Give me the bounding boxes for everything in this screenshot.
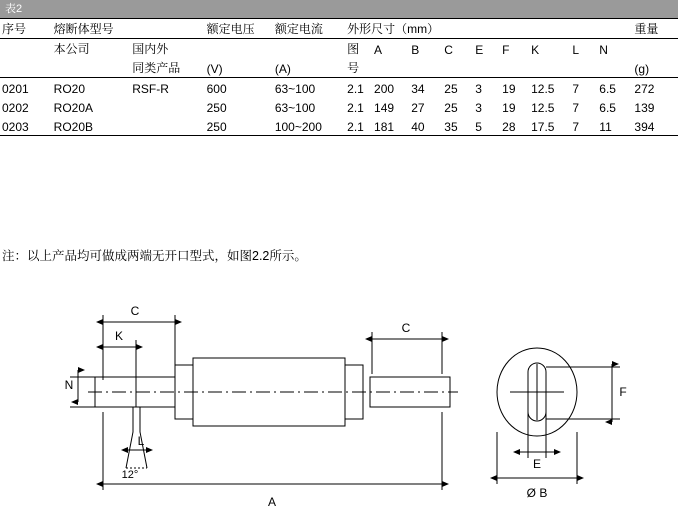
cell-f: 19	[502, 101, 516, 115]
table-caption: 表2	[0, 0, 678, 18]
cell-weight: 272	[634, 82, 655, 96]
header-spacer-1	[597, 19, 632, 39]
note-text: 注：以上产品均可做成两端无开口型式，如图2.2所示。	[2, 249, 307, 263]
header-c: C	[444, 43, 453, 57]
header-k: K	[531, 43, 540, 57]
cell-weight: 139	[634, 101, 655, 115]
header-b-blank	[409, 58, 442, 78]
header-no-blank-2	[0, 58, 52, 78]
header-weight-unit: (g)	[632, 58, 678, 78]
label-n: N	[64, 378, 74, 392]
header-n: N	[599, 43, 608, 57]
table-row	[0, 78, 678, 98]
header-voltage-unit: (V)	[205, 58, 273, 78]
cell-e: 5	[473, 116, 500, 136]
label-c-top: C	[130, 304, 140, 318]
cell-l: 7	[572, 101, 580, 115]
header-our-blank	[52, 58, 131, 78]
cell-l: 7	[572, 82, 580, 96]
table-header-row-1	[0, 19, 678, 39]
cell-f: 19	[502, 82, 516, 96]
cell-fig: 2.1	[345, 116, 372, 136]
header-voltage: 额定电压	[205, 19, 273, 39]
header-current-blank	[273, 39, 345, 59]
cell-current: 63~100	[274, 82, 316, 96]
cell-l: 7	[570, 116, 597, 136]
header-our-company: 本公司	[53, 42, 90, 56]
header-a: A	[374, 43, 383, 57]
cell-weight: 394	[632, 116, 678, 136]
cell-our-model: RO20	[53, 82, 86, 96]
label-angle: 12°	[121, 469, 139, 481]
cell-fig: 2.1	[347, 82, 364, 96]
cell-k: 12.5	[531, 82, 555, 96]
table-row	[0, 97, 678, 116]
header-model: 熔断体型号	[52, 19, 205, 39]
header-dimensions: 外形尺寸（mm）	[345, 19, 597, 39]
cell-k: 17.5	[529, 116, 570, 136]
label-a: A	[267, 495, 277, 509]
cell-b: 27	[411, 101, 425, 115]
cell-a: 200	[374, 82, 395, 96]
header-no: 序号	[0, 19, 52, 39]
header-no-blank	[0, 39, 52, 59]
label-l: L	[137, 434, 145, 448]
cell-no: 0201	[2, 82, 29, 96]
label-diameter-b: Ø B	[526, 486, 548, 500]
header-current: 额定电流	[273, 19, 345, 39]
cell-fig: 2.1	[347, 101, 364, 115]
cell-no: 0203	[0, 116, 52, 136]
cell-n: 11	[597, 116, 632, 136]
cell-other-model	[130, 116, 204, 136]
table-header-row-2	[0, 39, 678, 59]
label-e: E	[532, 457, 542, 471]
cell-c: 35	[442, 116, 473, 136]
cell-other-model: RSF-R	[132, 82, 169, 96]
cell-voltage: 250	[205, 116, 273, 136]
cell-c: 25	[444, 101, 458, 115]
cell-f: 28	[500, 116, 529, 136]
cell-n: 6.5	[599, 82, 616, 96]
header-domestic-foreign: 国内外	[132, 42, 169, 56]
header-fig-cont: 号	[345, 58, 372, 78]
header-current-unit: (A)	[273, 58, 345, 78]
cell-current: 63~100	[274, 101, 316, 115]
header-k-blank	[529, 58, 570, 78]
header-f-blank	[500, 58, 529, 78]
cell-a: 181	[372, 116, 409, 136]
cell-b: 34	[411, 82, 425, 96]
cell-our-model: RO20B	[52, 116, 131, 136]
header-l: L	[572, 43, 580, 57]
header-voltage-blank	[205, 39, 273, 59]
cell-c: 25	[444, 82, 458, 96]
cell-e: 3	[475, 101, 482, 115]
header-e-blank	[473, 58, 500, 78]
label-k: K	[114, 329, 124, 343]
cell-b: 40	[409, 116, 442, 136]
cell-e: 3	[475, 82, 482, 96]
cell-a: 149	[374, 101, 395, 115]
header-e: E	[475, 43, 484, 57]
cell-no: 0202	[2, 101, 29, 115]
header-fig: 图	[347, 42, 360, 56]
header-n-blank	[597, 58, 632, 78]
header-similar-products: 同类产品	[130, 58, 204, 78]
header-a-blank	[372, 58, 409, 78]
cell-our-model: RO20A	[53, 101, 94, 115]
cell-n: 6.5	[599, 101, 616, 115]
header-f: F	[502, 43, 510, 57]
label-f: F	[619, 385, 627, 399]
specification-table	[0, 18, 678, 136]
header-weight-blank	[632, 39, 678, 59]
technical-drawing	[0, 282, 678, 524]
header-l-blank	[570, 58, 597, 78]
cell-other-model	[130, 97, 204, 116]
table-header-row-3	[0, 58, 678, 78]
cell-voltage: 250	[206, 101, 227, 115]
cell-current: 100~200	[273, 116, 345, 136]
table-row	[0, 116, 678, 136]
label-c-right: C	[401, 321, 411, 335]
header-b: B	[411, 43, 420, 57]
cell-k: 12.5	[531, 101, 555, 115]
cell-voltage: 600	[206, 82, 227, 96]
header-weight: 重量	[632, 19, 678, 39]
header-c-blank	[442, 58, 473, 78]
